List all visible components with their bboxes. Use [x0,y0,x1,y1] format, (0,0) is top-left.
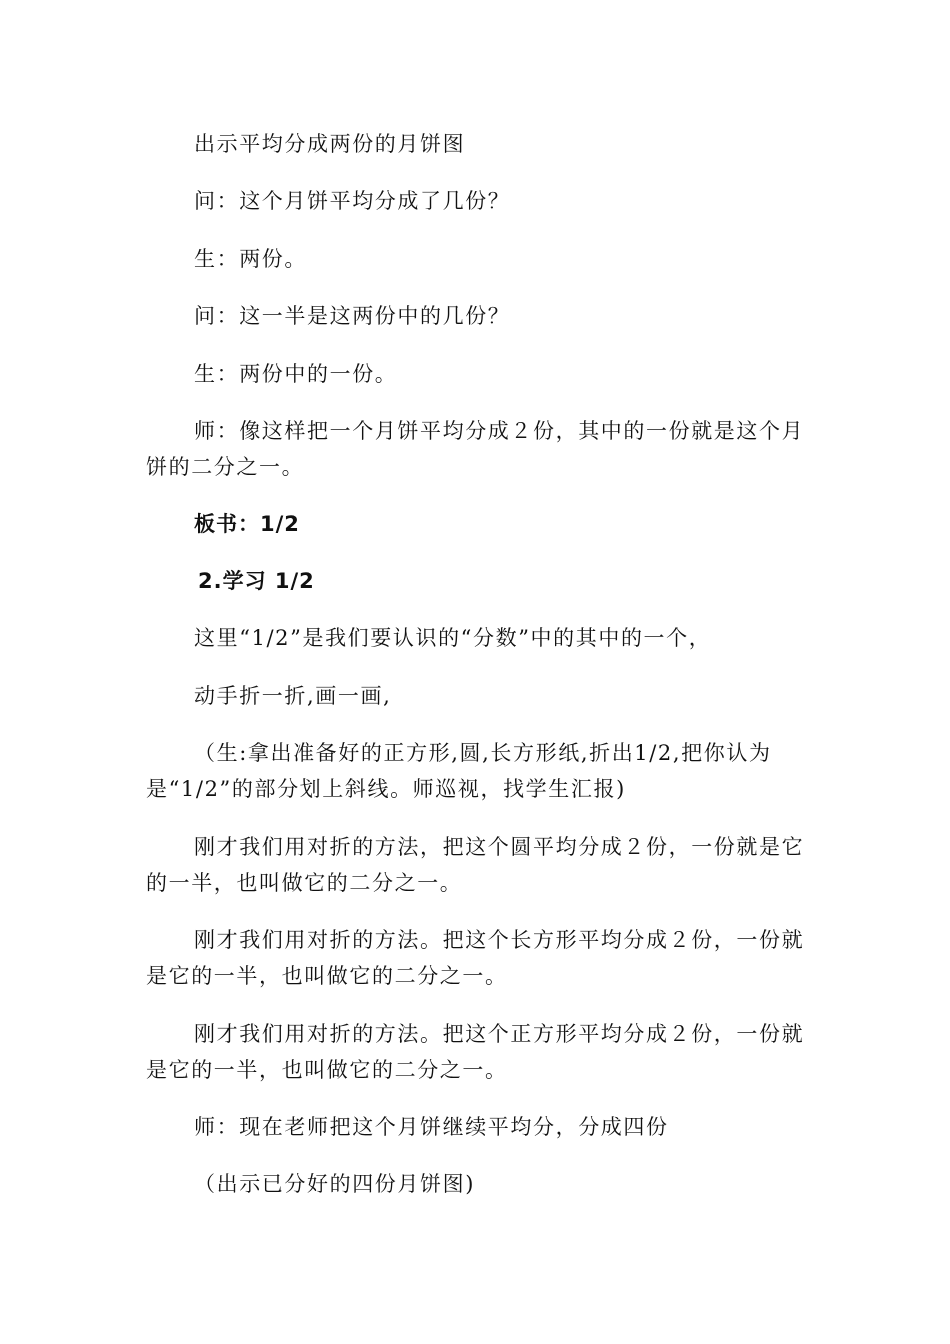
paragraph-question-half: 问：这一半是这两份中的几份？ [194,304,511,328]
paragraph-rectangle-half: 刚才我们用对折的方法。把这个长方形平均分成２份，一份就是它的一半，也叫做它的二分之一。 [146,928,805,988]
paragraph-show-four-parts: （出示已分好的四份月饼图) [194,1172,475,1196]
paragraph-fraction-intro: 这里“1/2”是我们要认识的“分数”中的其中的一个， [194,626,712,650]
paragraph-circle-half: 刚才我们用对折的方法，把这个圆平均分成２份，一份就是它的一半，也叫做它的二分之一。 [146,835,805,895]
paragraph-answer-two: 生：两份。 [194,247,307,271]
paragraph-fold-draw: 动手折一折,画一画, [194,684,392,708]
paragraph-show-mooncake-two: 出示平均分成两份的月饼图 [194,132,466,156]
section-heading-learn-half: 2.学习 1/2 [198,569,315,593]
paragraph-answer-one-of-two: 生：两份中的一份。 [194,362,398,386]
paragraph-question-how-many: 问：这个月饼平均分成了几份？ [194,189,511,213]
paragraph-square-half: 刚才我们用对折的方法。把这个正方形平均分成２份，一份就是它的一半，也叫做它的二分之一。 [146,1022,805,1082]
paragraph-student-activity: （生:拿出准备好的正方形,圆,长方形纸,折出1/2,把你认为是“1/2”的部分划上斜线。师巡视，找学生汇报) [146,741,772,801]
paragraph-teacher-explain: 师：像这样把一个月饼平均分成２份，其中的一份就是这个月饼的二分之一。 [146,419,805,479]
paragraph-teacher-four-parts: 师：现在老师把这个月饼继续平均分，分成四份 [194,1115,669,1139]
paragraph-board-note: 板书：1/2 [194,512,300,536]
